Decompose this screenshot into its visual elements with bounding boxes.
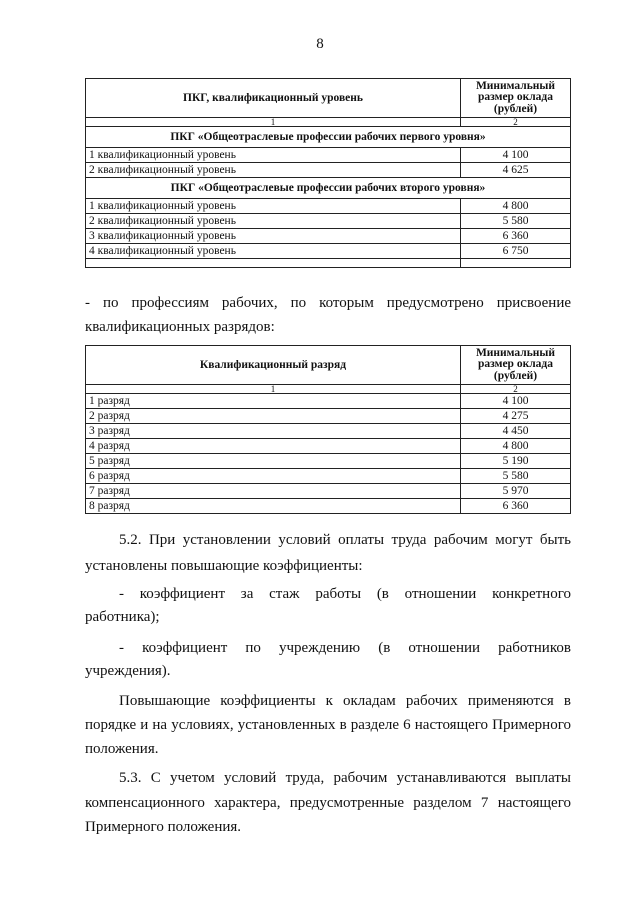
paragraph-coefficients-line2: порядке и на условиях, установленных в разделе 6 настоящего Примерного <box>85 717 571 733</box>
group-title: ПКГ «Общеотраслевые профессии рабочих первого уровня» <box>86 127 571 148</box>
table-row <box>86 244 571 259</box>
table-row <box>86 469 571 484</box>
group-title-row <box>86 178 571 199</box>
page-number: 8 <box>316 36 324 52</box>
row-value: 4 450 <box>461 424 571 439</box>
header-value-line: размер оклада <box>478 91 553 104</box>
row-name: 5 разряд <box>86 454 461 469</box>
row-name: 2 квалификационный уровень <box>86 214 461 229</box>
row-name: 1 квалификационный уровень <box>86 199 461 214</box>
table-row <box>86 454 571 469</box>
row-value: 5 580 <box>461 214 571 229</box>
spacer-cell <box>86 259 461 268</box>
bullet-1-line1 <box>119 583 571 606</box>
row-name: 6 разряд <box>86 469 461 484</box>
row-value: 5 970 <box>461 484 571 499</box>
row-name: 3 квалификационный уровень <box>86 229 461 244</box>
table-row <box>86 409 571 424</box>
column-index-name: 1 <box>86 385 461 394</box>
bullet-2-line1 <box>119 637 571 660</box>
row-value: 4 625 <box>461 163 571 178</box>
column-header-name: Квалификационный разряд <box>86 346 461 385</box>
row-value: 4 100 <box>461 394 571 409</box>
bullet-word: работы <box>315 586 362 602</box>
bullet-word: коэффициент <box>142 640 228 656</box>
bullet-word: - <box>119 586 124 602</box>
column-index-value: 2 <box>461 118 571 127</box>
row-name: 2 разряд <box>86 409 461 424</box>
bullet-word: конкретного <box>492 586 571 602</box>
row-name: 1 разряд <box>86 394 461 409</box>
bullet-word: учреждению <box>279 640 361 656</box>
row-value: 4 100 <box>461 148 571 163</box>
table-row <box>86 163 571 178</box>
bullet-2-line2: учреждения). <box>85 663 171 679</box>
column-index-row <box>86 385 571 394</box>
table-row <box>86 199 571 214</box>
bullet-word: коэффициент <box>139 586 225 602</box>
bullet-word: (в <box>376 586 389 602</box>
paragraph-coefficients-line3: положения. <box>85 741 159 757</box>
paragraph-workers-line2: квалификационных разрядов: <box>85 319 275 335</box>
table-header-row <box>86 346 571 385</box>
header-value-line: Минимальный <box>475 346 556 359</box>
paragraph-5-2-line1: 5.2. При установлении условий оплаты труда рабочим могут быть <box>119 532 571 548</box>
row-value: 6 750 <box>461 244 571 259</box>
header-value-line: размер оклада <box>478 358 553 371</box>
bullet-word: стаж <box>269 586 300 602</box>
row-name: 3 разряд <box>86 424 461 439</box>
bullet-1-line2: работника); <box>85 609 160 625</box>
row-value: 4 275 <box>461 409 571 424</box>
row-name: 8 разряд <box>86 499 461 514</box>
bullet-word: - <box>119 640 124 656</box>
paragraph-workers-line1: - по профессиям рабочих, по которым предусмотрено присвоение <box>85 295 571 311</box>
column-header-name: ПКГ, квалификационный уровень <box>86 79 461 118</box>
table-row <box>86 229 571 244</box>
salary-table-pkg <box>85 78 571 268</box>
group-title: ПКГ «Общеотраслевые профессии рабочих второго уровня» <box>86 178 571 199</box>
row-value: 6 360 <box>461 229 571 244</box>
bullet-word: отношении <box>404 586 477 602</box>
table-row <box>86 214 571 229</box>
table-row <box>86 439 571 454</box>
column-index-row <box>86 118 571 127</box>
row-value: 4 800 <box>461 199 571 214</box>
row-name: 4 разряд <box>86 439 461 454</box>
paragraph-5-3-line1: 5.3. С учетом условий труда, рабочим устанавливаются выплаты <box>119 770 571 786</box>
header-value-line: (рублей) <box>493 102 538 115</box>
row-value: 4 800 <box>461 439 571 454</box>
row-name: 4 квалификационный уровень <box>86 244 461 259</box>
bullet-word: работников <box>498 640 571 656</box>
bullet-word: за <box>240 586 254 602</box>
column-index-value: 2 <box>461 385 571 394</box>
spacer-cell <box>461 259 571 268</box>
bullet-word: (в <box>378 640 391 656</box>
table-row <box>86 148 571 163</box>
header-value-line: (рублей) <box>493 369 538 382</box>
row-name: 2 квалификационный уровень <box>86 163 461 178</box>
table-row <box>86 499 571 514</box>
group-title-row <box>86 127 571 148</box>
paragraph-coefficients-line1: Повышающие коэффициенты к окладам рабочих применяются в <box>119 693 571 709</box>
paragraph-5-3-line2: компенсационного характера, предусмотренные разделом 7 настоящего <box>85 795 571 811</box>
column-header-value <box>461 346 571 385</box>
paragraph-5-2-line2: установлены повышающие коэффициенты: <box>85 558 363 574</box>
bullet-word: по <box>245 640 261 656</box>
table-row <box>86 424 571 439</box>
row-value: 5 580 <box>461 469 571 484</box>
header-value-line: Минимальный <box>475 79 556 92</box>
row-value: 5 190 <box>461 454 571 469</box>
table-row <box>86 394 571 409</box>
paragraph-5-3-line3: Примерного положения. <box>85 819 242 835</box>
bullet-word: отношении <box>408 640 481 656</box>
table-footer-spacer <box>86 259 571 268</box>
table-header-row <box>86 79 571 118</box>
table-row <box>86 484 571 499</box>
column-index-name: 1 <box>86 118 461 127</box>
column-header-value <box>461 79 571 118</box>
row-name: 1 квалификационный уровень <box>86 148 461 163</box>
row-value: 6 360 <box>461 499 571 514</box>
row-name: 7 разряд <box>86 484 461 499</box>
salary-table-grades <box>85 345 571 514</box>
